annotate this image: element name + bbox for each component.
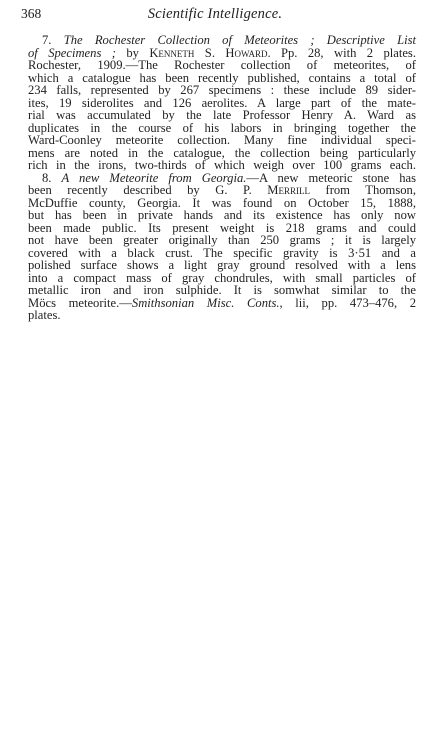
article-number: 8. xyxy=(42,170,62,185)
author-name: Merrill xyxy=(267,183,310,197)
text-run: from Thomson, xyxy=(309,183,416,197)
page-body xyxy=(28,34,416,322)
article-7-line: 234 falls, represented by 267 specimens : these include 89 sider- xyxy=(28,83,416,97)
article-8-line: been made public. Its present weight is 218 grams and could xyxy=(28,220,416,235)
page-header xyxy=(0,6,430,28)
article-8-line: McDuffie county, Georgia. It was found on October 15, 1888, xyxy=(28,195,416,210)
article-8-line: polished surface shows a light gray ground resolved with a lens xyxy=(28,258,416,272)
running-head: Scientific Intelligence. xyxy=(147,6,283,22)
article-title: The Rochester Collection of Meteorites ; Descriptive List xyxy=(63,33,416,47)
page-number: 368 xyxy=(21,6,42,21)
article-7-line: which a catalogue has been recently published, contains a total of xyxy=(28,70,416,85)
article-8-line: covered with a black crust. The specific gravity is 3·51 and a xyxy=(28,245,416,260)
article-7-line: Rochester, 1909.—The Rochester collection of meteorites, of xyxy=(28,58,416,72)
journal-title: Smithsonian Misc. Conts. xyxy=(131,295,280,310)
text-run: been recently described by G. P. xyxy=(28,183,268,197)
article-7-line: Ward-Coonley meteorite collection. Many fine individual speci- xyxy=(28,133,416,147)
article-title-cont: of Specimens ; xyxy=(28,45,116,60)
article-7-line: duplicates in the course of his labors in bringing together the xyxy=(28,120,416,135)
article-7-line: rich in the irons, two-thirds of which weigh over 100 grams each. xyxy=(28,158,416,172)
article-8-line: but has been in private hands and its existence has only now xyxy=(28,208,416,222)
text-run: by xyxy=(115,45,150,60)
article-7-line: rial was accumulated by the late Professor Henry A. Ward as xyxy=(28,108,416,122)
article-7 xyxy=(28,34,416,172)
text-run: —A new meteoric stone has xyxy=(246,170,417,185)
article-number: 7. xyxy=(42,33,64,47)
article-7-line: ites, 19 siderolites and 126 aerolites. A large part of the mate- xyxy=(28,95,416,110)
author-name: Kenneth S. Howard xyxy=(149,45,268,60)
article-8-line: metallic iron and iron sulphide. It is somwhat similar to the xyxy=(28,283,416,297)
text-run: Möcs meteorite.— xyxy=(28,295,132,310)
article-8-line: not have been greater originally than 250 grams ; it is largely xyxy=(28,233,416,247)
article-8-line xyxy=(28,297,416,310)
text-run: . Pp. 28, with 2 plates. xyxy=(267,45,416,60)
article-title: A new Meteorite from Georgia. xyxy=(61,170,247,185)
text-run: , lii, pp. 473–476, 2 xyxy=(279,295,417,310)
article-7-line: mens are noted in the catalogue, the collection being particularly xyxy=(28,145,416,160)
article-8 xyxy=(28,172,416,322)
article-8-line: into a compact mass of gray chondrules, with small particles of xyxy=(28,270,416,285)
article-8-line xyxy=(28,184,416,197)
article-8-line: plates. xyxy=(28,308,61,322)
